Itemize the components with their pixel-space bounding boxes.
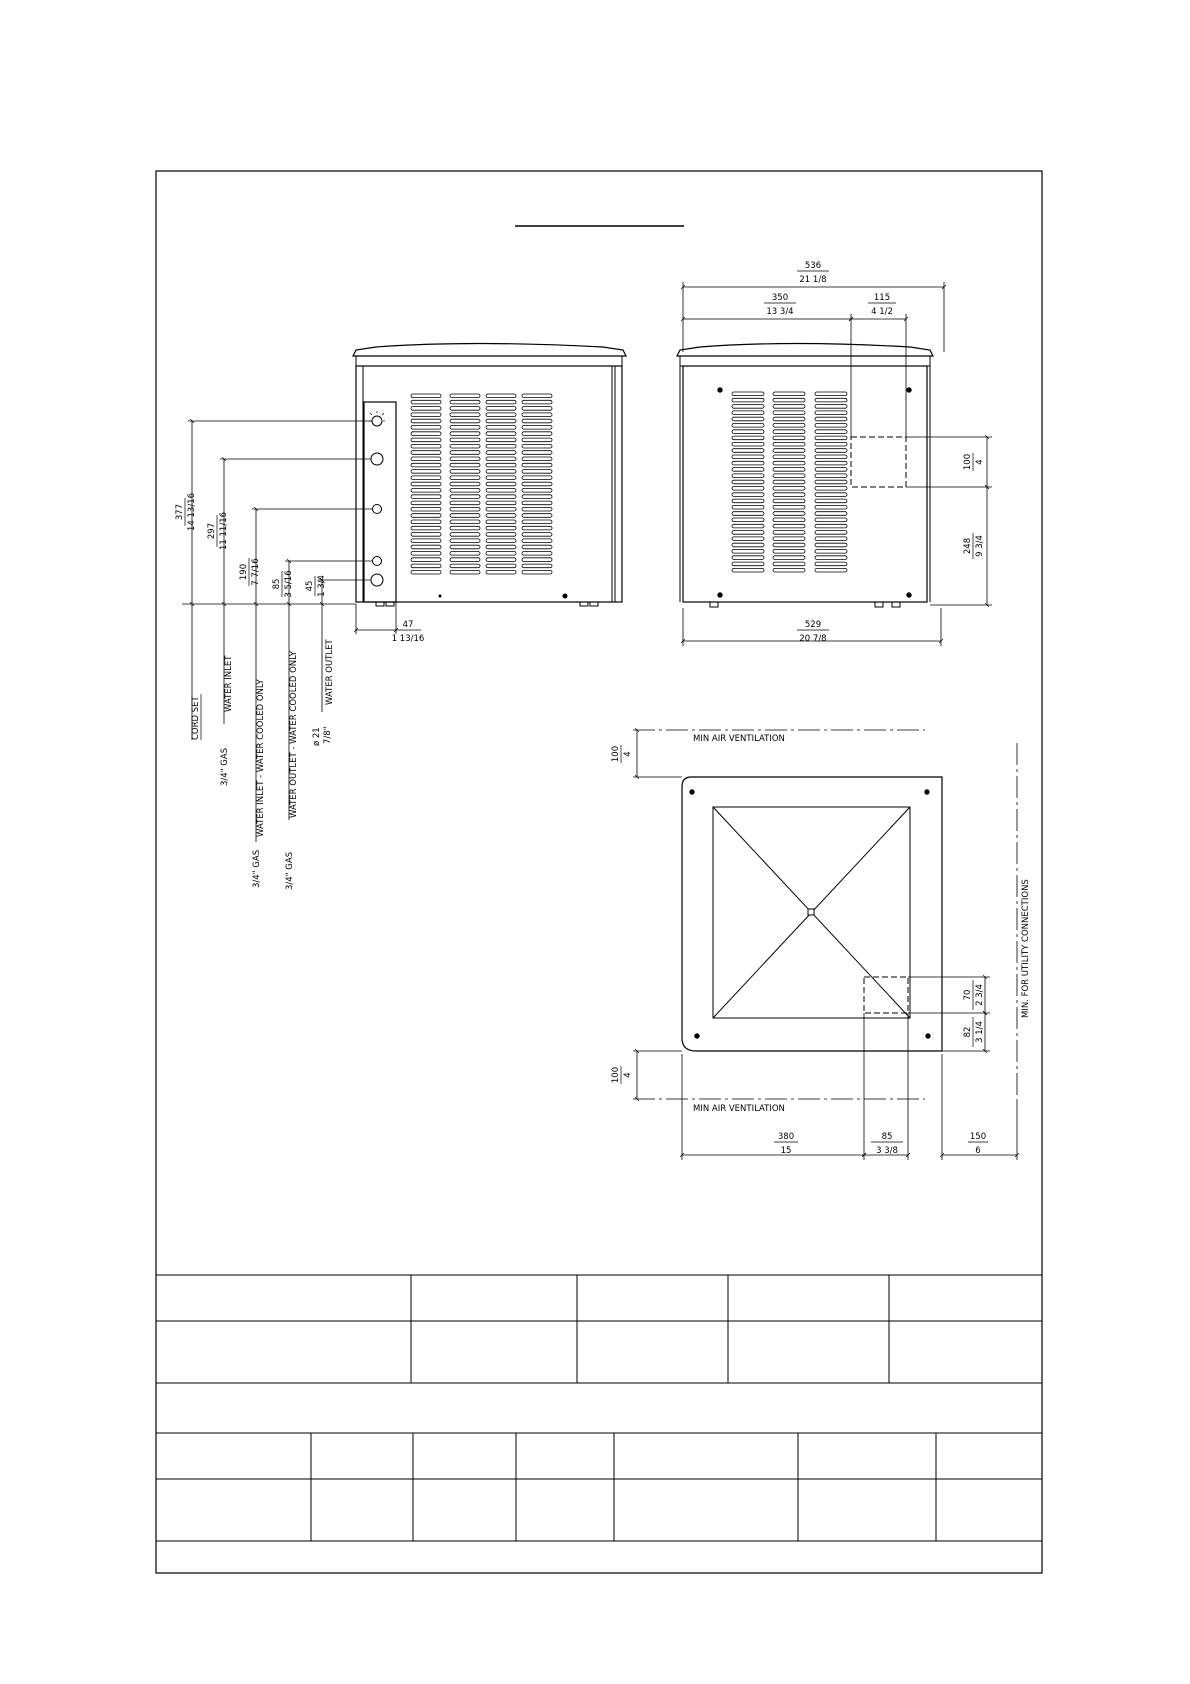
louver-slot bbox=[773, 405, 805, 409]
louver-slot bbox=[732, 424, 764, 428]
louver-slot bbox=[411, 570, 441, 574]
wc-inlet-port bbox=[373, 505, 382, 514]
dim-248-mm: 248 bbox=[963, 537, 973, 555]
louver-slot bbox=[773, 562, 805, 566]
louver-slot bbox=[815, 405, 847, 409]
louver-slot bbox=[411, 476, 441, 480]
louver-slot bbox=[732, 417, 764, 421]
dim-350-in: 13 3/4 bbox=[766, 307, 794, 317]
louver-slot bbox=[815, 562, 847, 566]
louver-slot bbox=[732, 449, 764, 453]
louver-slot bbox=[450, 520, 480, 524]
louver-slot bbox=[486, 564, 516, 568]
louver-slot bbox=[450, 407, 480, 411]
label-outlet-dia-in: 7/8" bbox=[323, 726, 333, 744]
louver-slot bbox=[815, 493, 847, 497]
louver-slot bbox=[486, 451, 516, 455]
louver-slot bbox=[815, 568, 847, 572]
label-water-outlet: WATER OUTLET bbox=[325, 639, 335, 705]
louver-slot bbox=[522, 463, 552, 467]
louver-slot bbox=[411, 545, 441, 549]
louver-slot bbox=[732, 518, 764, 522]
louver-slot bbox=[411, 463, 441, 467]
louver-slot bbox=[411, 564, 441, 568]
louver-slot bbox=[815, 505, 847, 509]
louver-slot bbox=[486, 545, 516, 549]
louver-slot bbox=[815, 512, 847, 516]
louver-slot bbox=[486, 426, 516, 430]
louver-slot bbox=[773, 518, 805, 522]
front-louvers bbox=[411, 394, 552, 574]
louver-slot bbox=[411, 507, 441, 511]
label-gas-wc-inlet: 3/4" GAS bbox=[252, 849, 262, 888]
louver-slot bbox=[411, 558, 441, 562]
louver-slot bbox=[815, 411, 847, 415]
louver-slot bbox=[450, 400, 480, 404]
louver-slot bbox=[732, 436, 764, 440]
side-louvers bbox=[732, 392, 847, 572]
dim-85b-mm: 85 bbox=[881, 1132, 893, 1142]
louver-slot bbox=[522, 482, 552, 486]
louver-slot bbox=[411, 432, 441, 436]
louver-slot bbox=[773, 568, 805, 572]
top-dim-text bbox=[611, 734, 1031, 1156]
louver-slot bbox=[522, 413, 552, 417]
louver-slot bbox=[411, 426, 441, 430]
louver-slot bbox=[773, 398, 805, 402]
louver-slot bbox=[732, 562, 764, 566]
front-dim-text bbox=[175, 493, 424, 890]
dim-150-in: 6 bbox=[975, 1146, 981, 1156]
louver-slot bbox=[522, 570, 552, 574]
louver-slot bbox=[773, 537, 805, 541]
louver-slot bbox=[815, 524, 847, 528]
water-inlet-port bbox=[371, 453, 383, 465]
louver-slot bbox=[815, 430, 847, 434]
louver-slot bbox=[522, 501, 552, 505]
louver-slot bbox=[815, 499, 847, 503]
louver-slot bbox=[732, 468, 764, 472]
louver-slot bbox=[815, 468, 847, 472]
louver-slot bbox=[732, 442, 764, 446]
louver-slot bbox=[522, 400, 552, 404]
dim-190-in: 7 7/16 bbox=[251, 558, 261, 586]
louver-slot bbox=[450, 482, 480, 486]
dim-115-mm: 115 bbox=[873, 293, 891, 303]
louver-slot bbox=[815, 474, 847, 478]
louver-slot bbox=[522, 438, 552, 442]
cord-set-port bbox=[372, 416, 382, 426]
louver-slot bbox=[815, 424, 847, 428]
label-water-inlet: WATER INLET bbox=[224, 655, 234, 712]
louver-slot bbox=[411, 552, 441, 556]
louver-slot bbox=[732, 405, 764, 409]
side-dimensions bbox=[683, 282, 992, 646]
louver-slot bbox=[773, 436, 805, 440]
connection-panel bbox=[364, 402, 396, 602]
louver-slot bbox=[450, 419, 480, 423]
louver-slot bbox=[411, 539, 441, 543]
dim-377-in: 14 13/16 bbox=[187, 492, 197, 532]
dim-47-in: 1 13/16 bbox=[391, 634, 425, 644]
louver-slot bbox=[450, 432, 480, 436]
louver-slot bbox=[450, 514, 480, 518]
louver-slot bbox=[450, 451, 480, 455]
louver-slot bbox=[522, 526, 552, 530]
louver-slot bbox=[773, 531, 805, 535]
louver-slot bbox=[815, 442, 847, 446]
louver-slot bbox=[486, 407, 516, 411]
louver-slot bbox=[773, 411, 805, 415]
label-gas-inlet: 3/4" GAS bbox=[220, 747, 230, 786]
louver-slot bbox=[411, 520, 441, 524]
dim-85b-in: 3 3/8 bbox=[876, 1146, 898, 1156]
label-vent-bottom: MIN AIR VENTILATION bbox=[693, 1104, 785, 1114]
louver-slot bbox=[522, 470, 552, 474]
louver-slot bbox=[522, 426, 552, 430]
louver-slot bbox=[486, 526, 516, 530]
label-utility: MIN. FOR UTILITY CONNECTIONS bbox=[1021, 879, 1031, 1018]
louver-slot bbox=[486, 558, 516, 562]
louver-slot bbox=[450, 552, 480, 556]
louver-slot bbox=[732, 543, 764, 547]
louver-slot bbox=[522, 432, 552, 436]
louver-slot bbox=[732, 487, 764, 491]
louver-slot bbox=[486, 444, 516, 448]
louver-slot bbox=[732, 537, 764, 541]
label-gas-wc-outlet: 3/4" GAS bbox=[285, 851, 295, 890]
dim-350-mm: 350 bbox=[771, 293, 789, 303]
dim-vent-top-in: 4 bbox=[623, 751, 633, 757]
louver-slot bbox=[411, 457, 441, 461]
louver-slot bbox=[450, 438, 480, 442]
louver-slot bbox=[522, 444, 552, 448]
louver-slot bbox=[732, 474, 764, 478]
louver-slot bbox=[486, 482, 516, 486]
label-vent-top: MIN AIR VENTILATION bbox=[693, 734, 785, 744]
louver-slot bbox=[522, 476, 552, 480]
water-outlet-port bbox=[371, 574, 383, 586]
dim-377-mm: 377 bbox=[175, 503, 185, 521]
louver-slot bbox=[732, 568, 764, 572]
louver-slot bbox=[773, 550, 805, 554]
louver-slot bbox=[486, 570, 516, 574]
louver-slot bbox=[486, 552, 516, 556]
louver-slot bbox=[522, 495, 552, 499]
louver-slot bbox=[411, 501, 441, 505]
louver-slot bbox=[773, 505, 805, 509]
louver-slot bbox=[486, 438, 516, 442]
louver-slot bbox=[411, 394, 441, 398]
louver-slot bbox=[450, 533, 480, 537]
louver-slot bbox=[450, 564, 480, 568]
dim-45-mm: 45 bbox=[305, 580, 315, 592]
louver-slot bbox=[411, 482, 441, 486]
louver-slot bbox=[773, 442, 805, 446]
louver-slot bbox=[486, 489, 516, 493]
louver-slot bbox=[522, 539, 552, 543]
louver-slot bbox=[450, 570, 480, 574]
louver-slot bbox=[815, 398, 847, 402]
louver-slot bbox=[773, 524, 805, 528]
top-view bbox=[682, 777, 942, 1051]
louver-slot bbox=[732, 430, 764, 434]
louver-slot bbox=[522, 457, 552, 461]
louver-slot bbox=[411, 533, 441, 537]
louver-slot bbox=[815, 487, 847, 491]
louver-slot bbox=[411, 438, 441, 442]
louver-slot bbox=[522, 451, 552, 455]
louver-slot bbox=[486, 400, 516, 404]
louver-slot bbox=[732, 531, 764, 535]
label-wc-outlet: WATER OUTLET - WATER COOLED ONLY bbox=[289, 651, 299, 818]
louver-slot bbox=[815, 417, 847, 421]
louver-slot bbox=[486, 432, 516, 436]
louver-slot bbox=[522, 507, 552, 511]
louver-slot bbox=[773, 499, 805, 503]
louver-slot bbox=[815, 537, 847, 541]
louver-slot bbox=[522, 552, 552, 556]
dim-100-mm: 100 bbox=[963, 453, 973, 471]
louver-slot bbox=[815, 461, 847, 465]
louver-slot bbox=[450, 489, 480, 493]
louver-slot bbox=[732, 556, 764, 560]
louver-slot bbox=[450, 558, 480, 562]
louver-slot bbox=[732, 392, 764, 396]
louver-slot bbox=[411, 451, 441, 455]
louver-slot bbox=[815, 550, 847, 554]
louver-slot bbox=[450, 394, 480, 398]
louver-slot bbox=[773, 480, 805, 484]
louver-slot bbox=[411, 526, 441, 530]
label-wc-inlet: WATER INLET - WATER COOLED ONLY bbox=[256, 679, 266, 837]
louver-slot bbox=[732, 512, 764, 516]
louver-slot bbox=[450, 463, 480, 467]
louver-slot bbox=[773, 417, 805, 421]
louver-slot bbox=[450, 507, 480, 511]
dim-248-in: 9 3/4 bbox=[975, 535, 985, 557]
label-cord-set: CORD SET bbox=[191, 696, 201, 740]
dim-85-in: 3 5/16 bbox=[284, 570, 294, 598]
louver-slot bbox=[815, 518, 847, 522]
louver-slot bbox=[773, 487, 805, 491]
louver-slot bbox=[411, 407, 441, 411]
louver-slot bbox=[732, 524, 764, 528]
louver-slot bbox=[522, 394, 552, 398]
dim-100-in: 4 bbox=[975, 459, 985, 465]
louver-slot bbox=[732, 499, 764, 503]
louver-slot bbox=[773, 512, 805, 516]
louver-slot bbox=[450, 501, 480, 505]
louver-slot bbox=[486, 495, 516, 499]
louver-slot bbox=[773, 543, 805, 547]
dim-85-mm: 85 bbox=[272, 578, 282, 590]
louver-slot bbox=[411, 400, 441, 404]
top-cutout bbox=[864, 977, 908, 1013]
dim-vent-top-mm: 100 bbox=[611, 745, 621, 763]
louver-slot bbox=[815, 455, 847, 459]
dim-45-in: 1 3/4 bbox=[317, 575, 327, 597]
louver-slot bbox=[450, 526, 480, 530]
louver-slot bbox=[411, 495, 441, 499]
louver-slot bbox=[411, 419, 441, 423]
side-cutout bbox=[851, 437, 906, 487]
dim-vent-bottom-mm: 100 bbox=[611, 1066, 621, 1084]
dim-82-mm: 82 bbox=[963, 1026, 973, 1038]
louver-slot bbox=[732, 411, 764, 415]
dim-82-in: 3 1/4 bbox=[975, 1021, 985, 1043]
louver-slot bbox=[732, 493, 764, 497]
dim-380-in: 15 bbox=[780, 1146, 792, 1156]
louver-slot bbox=[486, 520, 516, 524]
louver-slot bbox=[411, 489, 441, 493]
louver-slot bbox=[815, 480, 847, 484]
dim-70-mm: 70 bbox=[963, 989, 973, 1001]
dim-150-mm: 150 bbox=[969, 1132, 987, 1142]
dim-529-in: 20 7/8 bbox=[799, 634, 827, 644]
louver-slot bbox=[732, 455, 764, 459]
louver-slot bbox=[450, 426, 480, 430]
louver-slot bbox=[522, 564, 552, 568]
louver-slot bbox=[522, 514, 552, 518]
louver-slot bbox=[450, 476, 480, 480]
louver-slot bbox=[732, 505, 764, 509]
louver-slot bbox=[732, 550, 764, 554]
dim-297-mm: 297 bbox=[207, 522, 217, 540]
louver-slot bbox=[773, 392, 805, 396]
louver-slot bbox=[486, 413, 516, 417]
louver-slot bbox=[732, 480, 764, 484]
louver-slot bbox=[486, 476, 516, 480]
dim-529-mm: 529 bbox=[804, 620, 822, 630]
louver-slot bbox=[411, 444, 441, 448]
dim-190-mm: 190 bbox=[239, 563, 249, 581]
title-block bbox=[156, 1275, 1042, 1541]
louver-slot bbox=[522, 545, 552, 549]
louver-slot bbox=[450, 545, 480, 549]
louver-slot bbox=[486, 533, 516, 537]
louver-slot bbox=[486, 419, 516, 423]
top-clearance-lines bbox=[633, 730, 1017, 1160]
louver-slot bbox=[773, 430, 805, 434]
louver-slot bbox=[486, 507, 516, 511]
louver-slot bbox=[450, 470, 480, 474]
front-view bbox=[353, 344, 626, 607]
louver-slot bbox=[732, 461, 764, 465]
louver-slot bbox=[522, 533, 552, 537]
louver-slot bbox=[732, 398, 764, 402]
louver-slot bbox=[815, 436, 847, 440]
louver-slot bbox=[486, 501, 516, 505]
label-outlet-dia: ø 21 bbox=[312, 727, 322, 746]
louver-slot bbox=[773, 493, 805, 497]
louver-slot bbox=[411, 413, 441, 417]
dim-115-in: 4 1/2 bbox=[871, 307, 893, 317]
louver-slot bbox=[522, 407, 552, 411]
louver-slot bbox=[450, 495, 480, 499]
dim-70-in: 2 3/4 bbox=[975, 984, 985, 1006]
louver-slot bbox=[773, 468, 805, 472]
louver-slot bbox=[486, 514, 516, 518]
louver-slot bbox=[773, 449, 805, 453]
louver-slot bbox=[450, 413, 480, 417]
louver-slot bbox=[522, 558, 552, 562]
louver-slot bbox=[486, 394, 516, 398]
louver-slot bbox=[773, 556, 805, 560]
wc-outlet-port bbox=[373, 557, 382, 566]
dim-536-mm: 536 bbox=[804, 261, 822, 271]
louver-slot bbox=[773, 455, 805, 459]
louver-slot bbox=[450, 457, 480, 461]
louver-slot bbox=[486, 457, 516, 461]
louver-slot bbox=[522, 520, 552, 524]
louver-slot bbox=[450, 539, 480, 543]
louver-slot bbox=[522, 489, 552, 493]
louver-slot bbox=[486, 539, 516, 543]
louver-slot bbox=[411, 470, 441, 474]
louver-slot bbox=[815, 556, 847, 560]
louver-slot bbox=[486, 463, 516, 467]
louver-slot bbox=[486, 470, 516, 474]
dim-297-in: 11 11/16 bbox=[219, 511, 229, 551]
louver-slot bbox=[411, 514, 441, 518]
louver-slot bbox=[773, 424, 805, 428]
louver-slot bbox=[450, 444, 480, 448]
louver-slot bbox=[773, 461, 805, 465]
louver-slot bbox=[815, 543, 847, 547]
dim-380-mm: 380 bbox=[777, 1132, 795, 1142]
louver-slot bbox=[815, 392, 847, 396]
dim-vent-bottom-in: 4 bbox=[623, 1072, 633, 1078]
louver-slot bbox=[815, 531, 847, 535]
dim-47-mm: 47 bbox=[402, 620, 414, 630]
dim-536-in: 21 1/8 bbox=[799, 275, 827, 285]
louver-slot bbox=[773, 474, 805, 478]
louver-slot bbox=[522, 419, 552, 423]
louver-slot bbox=[815, 449, 847, 453]
